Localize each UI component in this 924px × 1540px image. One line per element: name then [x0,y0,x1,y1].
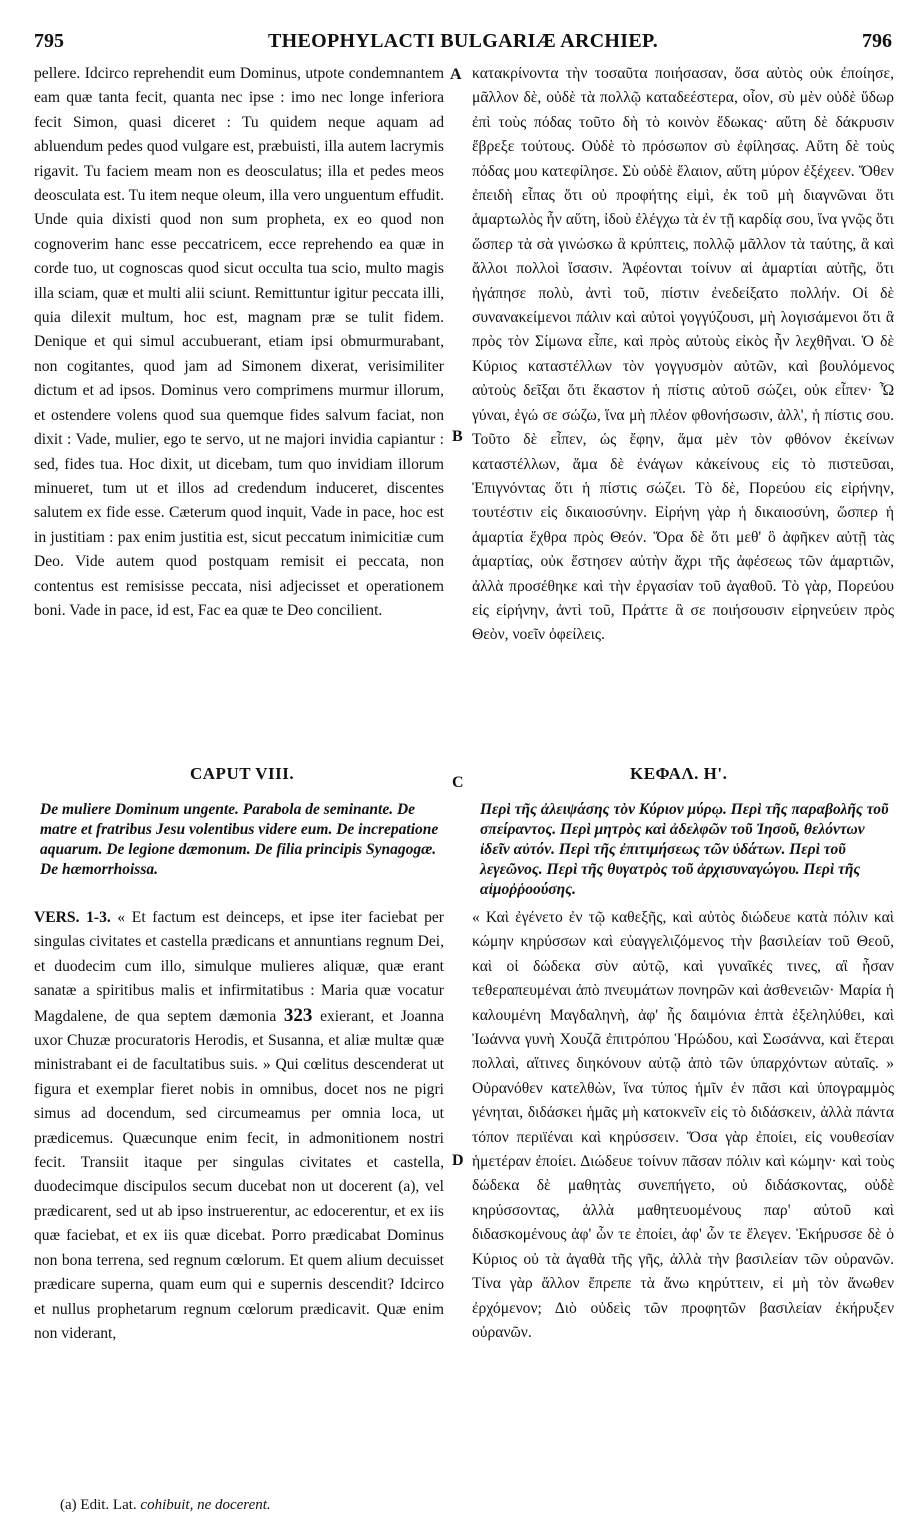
latin-paragraph-bottom [34,906,444,1346]
footnote [60,1497,271,1514]
latin-text-part-1: « Et factum est deinceps, et ipse iter faciebat per singulas civitates et castella prædicans et annuntians regnum Dei, et duodecim cum illo, simulque mulieres aliquæ, quæ erant sanatæ a spiritibus malis et infirmitatibus : Maria quæ vocatur Magdalene, de qua septem dæmonia [34,909,444,1025]
footnote-prefix: Edit. Lat. [80,1497,137,1513]
page-number-right: 796 [862,30,892,52]
footnote-mark: (a) [60,1497,77,1513]
margin-marker-c: C [452,774,464,791]
margin-marker-b: B [452,428,463,445]
latin-column-top [34,62,444,623]
margin-marker-d: D [452,1152,464,1169]
latin-paragraph-top: pellere. Idcirco reprehendit eum Dominus, utpote condemnantem eam quæ tanta fecit, quanta nec ipse : imo nec longe inferiora fecit Simon, quasi diceret : Tu quidem neque aquam ad abluendum pedes quod vulgare est, præbuisti, illa autem lacrymis rigavit. Tu faciem meam non es deosculatus; illa et pedes meos deosculata est. Tu item neque oleum, illa vero unguentum effudit. Unde quia dixisti quod non sum propheta, ex eo quod non cognoverim hanc esse peccatricem, ecce reprehendo ea quæ in corde tuo, ut cognoscas quod sicut occulta tua scio, multo magis illa sciam, quæ et multi alii sciunt. Remittuntur igitur peccata illi, quia dilexit multum, hoc est, magnam præ se tulit fidem. Denique et qui simul accubuerant, etiam ipsi obmurmurabant, non cogitantes, quod jam ad Simonem dixerat, verisimiliter dictum et ad ipsos. Dominus vero comprimens murmur illorum, et ostendere volens quod sua quemque fides salvum faciat, non dixit : Vade, mulier, ego te servo, ut ne majori invidia capiantur : sed, fides tua. Hoc dixit, ut dicebam, tum quo invidiam illorum minueret, tum ut et illos ad credendum induceret, discentes salutem ex fide esse. Cæterum quod inquit, Vade in pace, hoc est in justitiam : pax enim justitia est, sicut peccatum inimicitiæ cum Deo. Vide autem quod postquam remisit ei peccata, non contentus est remisisse peccata, nisi adjecisset et operationem boni. Vade in pace, id est, Fac ea quæ te Deo concilient. [34,65,444,619]
greek-paragraph-bottom: « Καὶ ἐγένετο ἐν τῷ καθεξῆς, καὶ αὐτὸς διώδευε κατὰ πόλιν καὶ κώμην κηρύσσων καὶ εὐαγγελιζόμενος τὴν βασιλείαν τοῦ Θεοῦ, καὶ οἱ δώδεκα σὺν αὐτῷ, καὶ γυναῖκές τινες, αἳ ἦσαν τεθεραπευμέναι ἀπὸ πνευμάτων πονηρῶν καὶ ἀσθενειῶν· Μαρία ἡ καλουμένη Μαγδαληνὴ, ἀφ' ἧς δαιμόνια ἑπτὰ ἐξεληλύθει, καὶ Ἰωάννα γυνὴ Χουζᾶ ἐπιτρόπου Ἡρώδου, καὶ Σωσάννα, καὶ ἕτεραι πολλαὶ, αἵτινες διηκόνουν αὐτῷ ἀπὸ τῶν ὑπαρχόντων αὐταῖς. » Οὐρανόθεν κατελθὼν, ἵνα τύπος ἡμῖν ἐν πᾶσι καὶ ὑπογραμμὸς γένηται, διδάσκει ἡμᾶς μὴ κατοκνεῖν εἰς τὸ διδάσκειν, ἀλλὰ πάντα τόπον περιϊέναι καὶ κηρύσσειν. Ὅσα γὰρ ἐποίει, εἰς νουθεσίαν ἡμετέραν ἐποίει. Διώδευε τοίνυν πᾶσαν πόλιν καὶ κώμην· καὶ τοὺς δώδεκα δὲ μαθητὰς συνεπήγετο, οὐ διδάσκοντας, οὐδὲ κηρύσσοντας, ἀλλὰ μαθητευομένους παρ' αὐτοῦ καὶ διδασκομένους ἀφ' ὧν τε ἐποίει, ἀφ' ὧν τε ἔλεγεν. Ἐκήρυσσε δὲ ὁ Κύριος οὐ τὰ ἀγαθὰ τῆς γῆς, ἀλλὰ τὴν βασιλείαν τῶν οὐρανῶν. Τίνα γὰρ ἄλλον ἔπρεπε τὰ ἄνω κηρύττειν, εἰ μὴ τὸν ἄνωθεν ἐρχόμενον; Διὸ οὐδεὶς τῶν προφητῶν βασιλείαν ἐκήρυξεν οὐρανῶν. [472,909,894,1341]
latin-column-bottom [34,906,444,1346]
latin-text-part-2: exierant, et Joanna uxor Chuzæ procuratoris Herodis, et Susanna, et aliæ multæ quæ ministrabant ei de facultatibus suis. » Qui cœlitus descenderat ut figura et exemplar fieret nobis in omnibus, docet nos ne pigri simus ad docendum, sed circumeamus per omnia loca, ut prædicemus. Quæcunque enim fecit, in admonitionem nostri fecit. Transiit itaque per singulas civitates et castella, duodecimque discipulos secum ducebat non ut docerent (a), vel prædicarent, sed ut ab ipso instruerentur, ac edocerentur, et ex iis quæ faciebat, et ex iis quæ dicebat. Porro prædicabat Dominus non bona terrena, sed regnum cœlorum. Et quem alium decuisset prædicare superna, quam eum qui e supernis descendit? Idcirco et nullus prophetarum regnum cœlorum prædicavit. Quæ enim non viderant, [34,1007,444,1342]
chapter-summary-greek: Περὶ τῆς ἀλειψάσης τὸν Κύριον μύρῳ. Περὶ τῆς παραβολῆς τοῦ σπείραντος. Περὶ μητρὸς καὶ ἀδελφῶν τοῦ Ἰησοῦ, θελόντων ἰδεῖν αὐτόν. Περὶ τῆς ἐπιτιμήσεως τῶν ὑδάτων. Περὶ τοῦ λεγεῶνος. Περὶ τῆς θυγατρὸς τοῦ ἀρχισυναγώγου. Περὶ τῆς αἱμοῤῥοούσης. [480,801,889,898]
running-header [34,30,892,60]
greek-column-top [472,62,894,648]
running-head-title: THEOPHYLACTI BULGARIÆ ARCHIEP. [268,30,658,52]
chapter-summary-latin: De muliere Dominum ungente. Parabola de seminante. De matre et fratribus Jesu volentibus videre eum. De increpatione aquarum. De legione dæmonum. De filia principis Synagogæ. De hæmorrhoissa. [40,801,439,878]
column-number-inline: 323 [283,1004,313,1026]
footnote-text: cohibuit, ne docerent. [140,1497,271,1513]
verse-label: VERS. 1-3. [34,909,111,926]
margin-marker-a: A [450,66,462,83]
chapter-heading-greek: ΚΕΦΑΛ. Η'. [630,764,728,783]
page-number-left: 795 [34,30,64,52]
greek-column-bottom [472,906,894,1345]
greek-paragraph-top: κατακρίνοντα τὴν τοσαῦτα ποιήσασαν, ὅσα αὐτὸς οὐκ ἐποίησε, μᾶλλον δὲ, οὐδὲ τὰ πολλῷ καταδεέστερα, οἷον, σὺ μὲν οὐδὲ ὕδωρ ἐπὶ τοὺς πόδας τοῦτο δὴ τὸ κοινὸν ἔδωκας· αὕτη δὲ δάκρυσιν ἔβρεξε τούτους. Οὐδὲ τὸ πρόσωπον σὺ ἐφίλησας. Αὕτη δὲ τοὺς πόδας μου κατεφίλησε. Σὺ οὐδὲ ἔλαιον, αὕτη μύρον ἐξέχεεν. Ὅθεν ἐπειδὴ εἶπας ὅτι οὐ προφήτης εἰμὶ, ἐκ τοῦ μὴ διαγνῶναι ὅτι ἁμαρτωλὸς ἦν αὕτη, ἰδοὺ ἐλέγχω τὰ ἐν τῇ καρδίᾳ σου, ἵνα γνῷς ὅτι ὥσπερ τὰ σὰ γινώσκω ἃ κρύπτεις, πολλῷ μᾶλλον τὰ ταύτης, ἃ καὶ ἄλλοι πολλοὶ ἴσασιν. Ἀφέονται τοίνυν αἱ ἁμαρτίαι αὐτῆς, ὅτι ἠγάπησε πολὺ, ἀντὶ τοῦ, πίστιν ἐνεδείξατο πολλήν. Οἱ δὲ συνανακείμενοι πάλιν καὶ αὐτοὶ γογγύζουσι, μὴ λογισάμενοι ὅτι ἃ πρὸς τὸν Σίμωνα εἶπε, καὶ πρὸς αὐτοὺς εἰκὸς ἦν λεχθῆναι. Ὁ δὲ Κύριος καταστέλλων τὸν γογγυσμὸν αὐτῶν, καὶ βουλόμενος αὐτοὺς δεῖξαι ὅτι ἕκαστον ἡ πίστις αὐτοῦ σώζει, οὐκ εἶπεν· Ὦ γύναι, ἐγώ σε σώζω, ἵνα μὴ πλέον φθονήσωσιν, ἀλλ', ἡ πίστις σου. Τοῦτο δὲ εἶπεν, ὡς ἔφην, ἅμα μὲν τὸν φθόνον ἐκείνων καταστέλλων, ἅμα δὲ ἐνάγων κἀκείνους εἰς τὸ πιστεῦσαι, Ἐπιγνόντας ὅτι ἡ πίστις σώζει. Τὸ δὲ, Πορεύου εἰς εἰρήνην, τουτέστιν εἰς δικαιοσύνην. Εἰρήνη γὰρ ἡ δικαιοσύνη, ὥσπερ ἡ ἁμαρτία ἔχθρα πρὸς Θεόν. Ὅρα δὲ ὅτι μεθ' ὃ ἀφῆκεν αὐτῇ τὰς ἁμαρτίας, οὐκ ἔστησεν αὐτὴν ἄχρι τῆς ἀφέσεως τῶν ἁμαρτιῶν, ἀλλὰ προσέθηκε καὶ τὴν ἐργασίαν τοῦ ἀγαθοῦ. Τὸ γὰρ, Πορεύου εἰς εἰρήνην, ἀντὶ τοῦ, Πράττε ἃ σε ποιήσουσιν εἰρηνεύειν πρὸς Θεὸν, νοεῖν ὀφείλεις. [472,65,894,644]
chapter-heading-latin: CAPUT VIII. [190,764,295,783]
